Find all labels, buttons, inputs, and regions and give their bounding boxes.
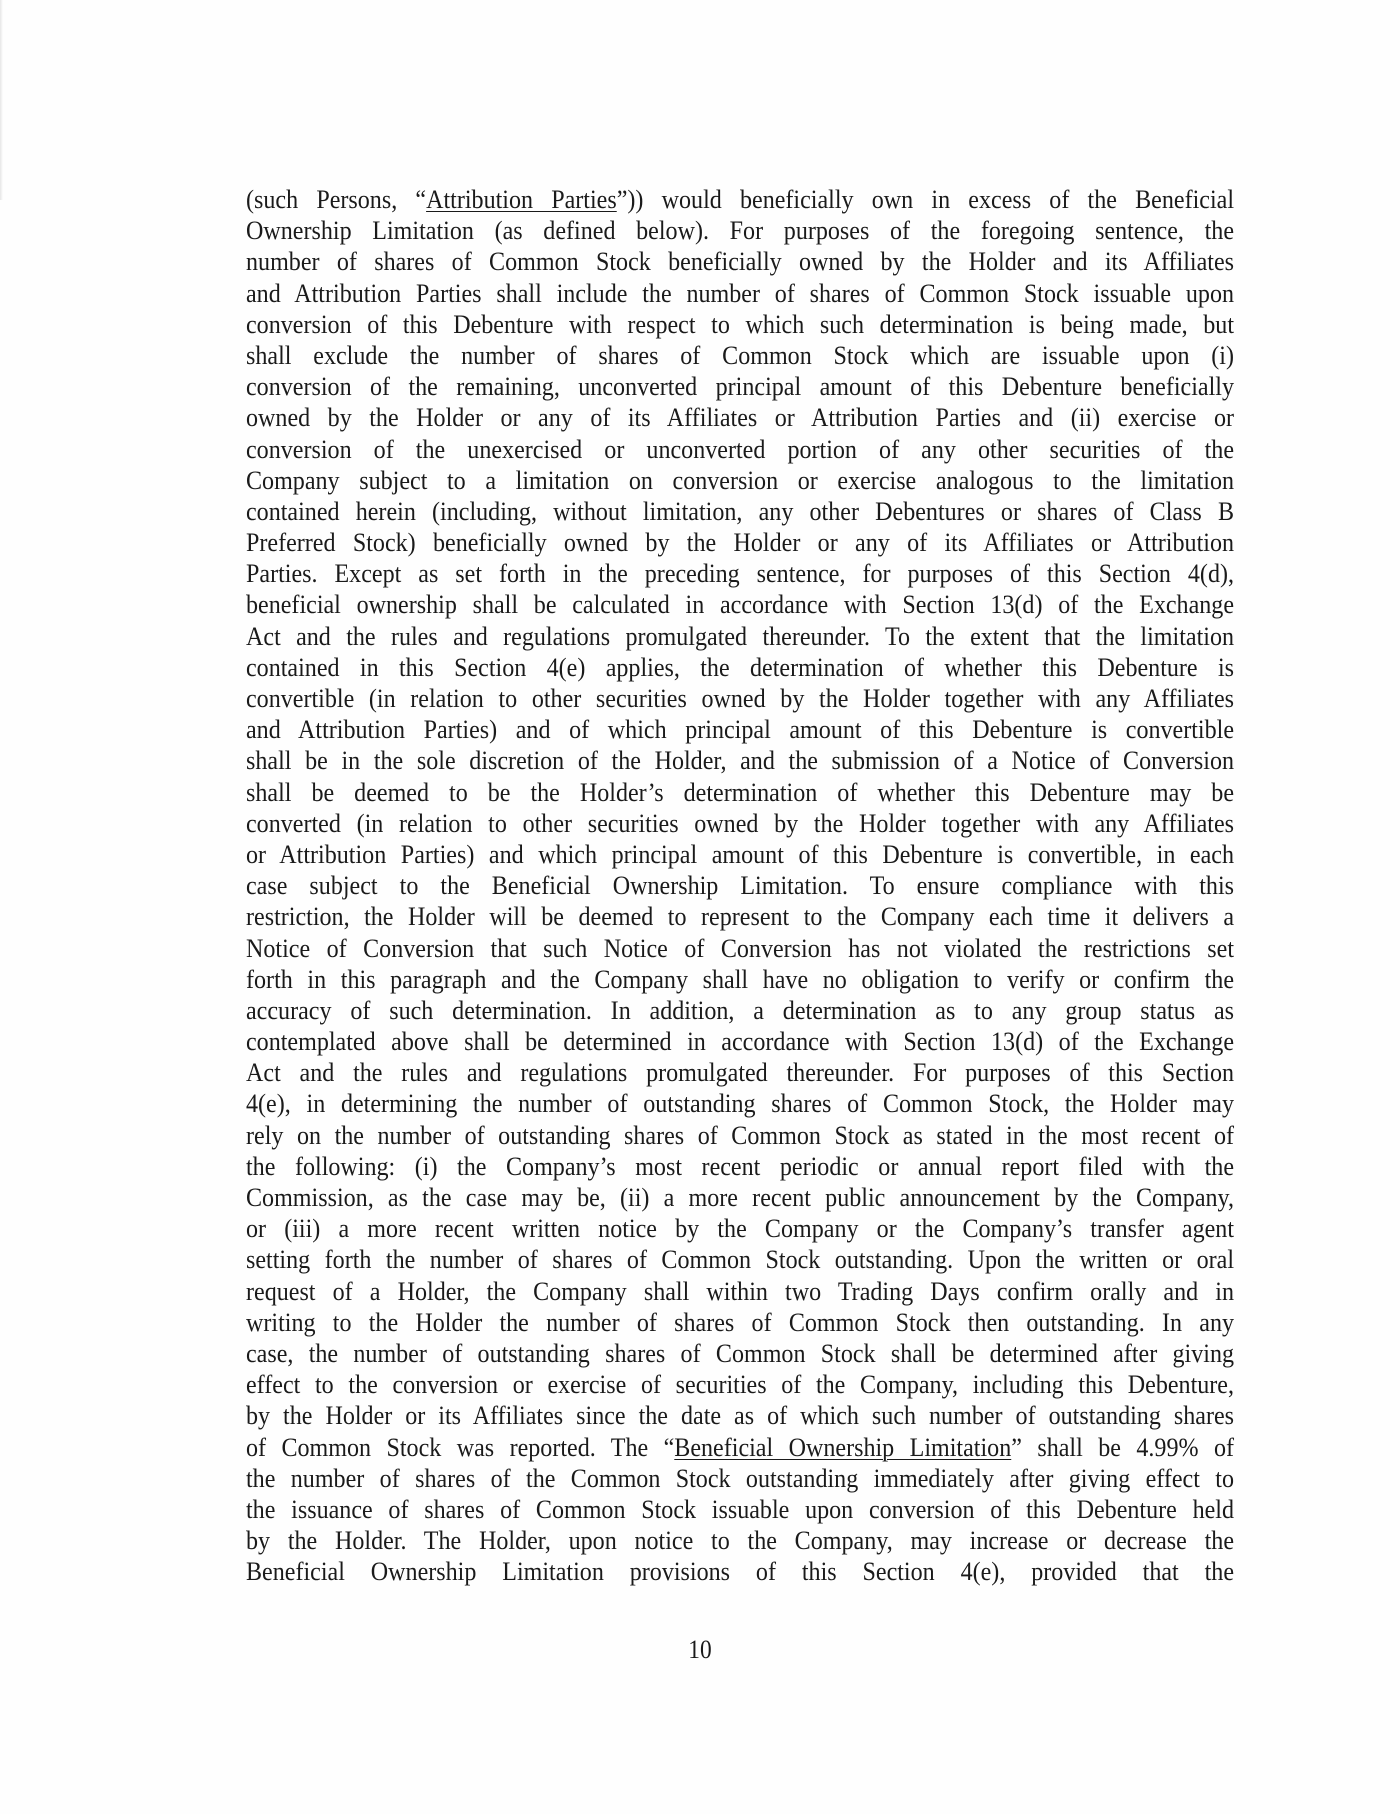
text-line (246, 621, 1234, 652)
text-line (246, 309, 1234, 340)
text-run: by the Holder or its Affiliates since the date as of which such number of outstanding shares (246, 1400, 1235, 1431)
body-paragraph (246, 184, 1234, 1587)
text-run: rely on the number of outstanding shares of Common Stock as stated in the most recent of (246, 1119, 1235, 1150)
text-line (246, 402, 1234, 433)
text-line (246, 745, 1234, 776)
text-run: case subject to the Beneficial Ownership Limitation. To ensure compliance with this (246, 870, 1235, 901)
text-line (246, 558, 1234, 589)
text-run: setting forth the number of shares of Common Stock outstanding. Upon the written or oral (246, 1244, 1235, 1275)
text-run: converted (in relation to other securities owned by the Holder together with any Affiliates (246, 807, 1235, 838)
text-line (246, 1213, 1234, 1244)
text-run: shall be deemed to be the Holder’s determination of whether this Debenture may be (246, 776, 1235, 807)
text-line (246, 1525, 1234, 1556)
text-line (246, 589, 1234, 620)
text-run: contained herein (including, without limitation, any other Debentures or shares of Class B (246, 495, 1235, 526)
text-line (246, 215, 1234, 246)
text-run: ” shall be 4.99% of (1011, 1431, 1235, 1462)
text-run: beneficial ownership shall be calculated in accordance with Section 13(d) of the Exchange (246, 589, 1235, 620)
text-line (246, 1494, 1234, 1525)
text-line (246, 496, 1234, 527)
text-run: contemplated above shall be determined in accordance with Section 13(d) of the Exchange (246, 1026, 1235, 1057)
text-line (246, 184, 1234, 215)
text-line (246, 714, 1234, 745)
text-run: ”)) would beneficially own in excess of the Beneficial (616, 184, 1235, 214)
text-run: the following: (i) the Company’s most recent periodic or annual report filed with the (246, 1150, 1235, 1181)
text-line (246, 1400, 1234, 1431)
text-line (246, 1307, 1234, 1338)
text-run: accuracy of such determination. In addition, a determination as to any group status as (246, 994, 1235, 1025)
text-line (246, 901, 1234, 932)
text-run: request of a Holder, the Company shall within two Trading Days confirm orally and in (246, 1275, 1235, 1306)
text-line (246, 1088, 1234, 1119)
text-run: conversion of this Debenture with respect to which such determination is being made, but (246, 308, 1235, 339)
text-run: restriction, the Holder will be deemed to represent to the Company each time it delivers a (246, 901, 1235, 932)
text-run: case, the number of outstanding shares of Common Stock shall be determined after giving (246, 1337, 1235, 1368)
text-run: effect to the conversion or exercise of securities of the Company, including this Debenture, (246, 1369, 1235, 1400)
text-run: Act and the rules and regulations promulgated thereunder. For purposes of this Section (246, 1057, 1235, 1088)
text-run: contained in this Section 4(e) applies, the determination of whether this Debenture is (246, 651, 1235, 682)
text-line (246, 964, 1234, 995)
text-run: number of shares of Common Stock beneficially owned by the Holder and its Affiliates (246, 246, 1235, 277)
text-run: shall be in the sole discretion of the Holder, and the submission of a Notice of Conversion (246, 745, 1235, 776)
text-run: Preferred Stock) beneficially owned by the Holder or any of its Affiliates or Attribution (246, 527, 1235, 558)
text-run: shall exclude the number of shares of Common Stock which are issuable upon (i) (246, 339, 1235, 370)
text-line (246, 527, 1234, 558)
text-run: conversion of the unexercised or unconverted portion of any other securities of the (246, 433, 1235, 464)
text-run: Act and the rules and regulations promulgated thereunder. To the extent that the limitation (246, 620, 1235, 651)
text-run: (such Persons, “ (246, 184, 427, 214)
text-line (246, 933, 1234, 964)
text-line (246, 808, 1234, 839)
text-line (246, 870, 1234, 901)
text-run: of Common Stock was reported. The “ (246, 1431, 675, 1462)
text-line (246, 777, 1234, 808)
text-run: writing to the Holder the number of shares of Common Stock then outstanding. In any (246, 1306, 1235, 1337)
text-line (246, 652, 1234, 683)
text-line (246, 995, 1234, 1026)
text-line (246, 1151, 1234, 1182)
text-line (246, 1026, 1234, 1057)
text-run: Commission, as the case may be, (ii) a more recent public announcement by the Company, (246, 1182, 1235, 1212)
text-line (246, 1276, 1234, 1307)
text-line (246, 434, 1234, 465)
text-run: the number of shares of the Common Stock outstanding immediately after giving effect to (246, 1462, 1235, 1493)
text-run: and Attribution Parties shall include the number of shares of Common Stock issuable upon (246, 277, 1235, 308)
text-line (246, 1338, 1234, 1369)
text-line (246, 278, 1234, 309)
text-run: 4(e), in determining the number of outstanding shares of Common Stock, the Holder may (246, 1088, 1235, 1119)
page-number: 10 (688, 1635, 712, 1664)
text-run: or (iii) a more recent written notice by the Company or the Company’s transfer agent (246, 1213, 1235, 1244)
text-run: owned by the Holder or any of its Affiliates or Attribution Parties and (ii) exercise or (246, 402, 1235, 433)
scan-edge (0, 0, 3, 200)
text-line (246, 1182, 1234, 1213)
text-line (246, 1057, 1234, 1088)
text-line (246, 340, 1234, 371)
text-run: Beneficial Ownership Limitation provisions of this Section 4(e), provided that the (246, 1556, 1235, 1587)
text-line (246, 683, 1234, 714)
text-run: or Attribution Parties) and which principal amount of this Debenture is convertible, in each (246, 838, 1235, 869)
defined-term: Beneficial Ownership Limitation (674, 1431, 1012, 1462)
text-run: forth in this paragraph and the Company shall have no obligation to verify or confirm the (246, 963, 1235, 994)
text-run: Company subject to a limitation on conversion or exercise analogous to the limitation (246, 464, 1235, 495)
text-line (246, 1369, 1234, 1400)
text-run: Notice of Conversion that such Notice of Conversion has not violated the restrictions set (246, 932, 1235, 963)
text-line (246, 839, 1234, 870)
text-run: Parties. Except as set forth in the preceding sentence, for purposes of this Section 4(d), (246, 558, 1235, 589)
text-run: by the Holder. The Holder, upon notice to the Company, may increase or decrease the (246, 1525, 1235, 1556)
text-line (246, 1556, 1234, 1587)
text-run: Ownership Limitation (as defined below). For purposes of the foregoing sentence, the (246, 215, 1235, 246)
text-line (246, 246, 1234, 277)
text-line (246, 1244, 1234, 1275)
defined-term: Attribution Parties (426, 184, 617, 214)
text-line (246, 1120, 1234, 1151)
text-run: conversion of the remaining, unconverted principal amount of this Debenture beneficially (246, 371, 1235, 402)
text-run: convertible (in relation to other securities owned by the Holder together with any Affiliates (246, 683, 1235, 713)
text-line (246, 1463, 1234, 1494)
text-run: and Attribution Parties) and of which principal amount of this Debenture is convertible (246, 714, 1235, 745)
text-run: the issuance of shares of Common Stock issuable upon conversion of this Debenture held (246, 1493, 1235, 1524)
text-line (246, 465, 1234, 496)
text-line (246, 371, 1234, 402)
text-line (246, 1432, 1234, 1463)
